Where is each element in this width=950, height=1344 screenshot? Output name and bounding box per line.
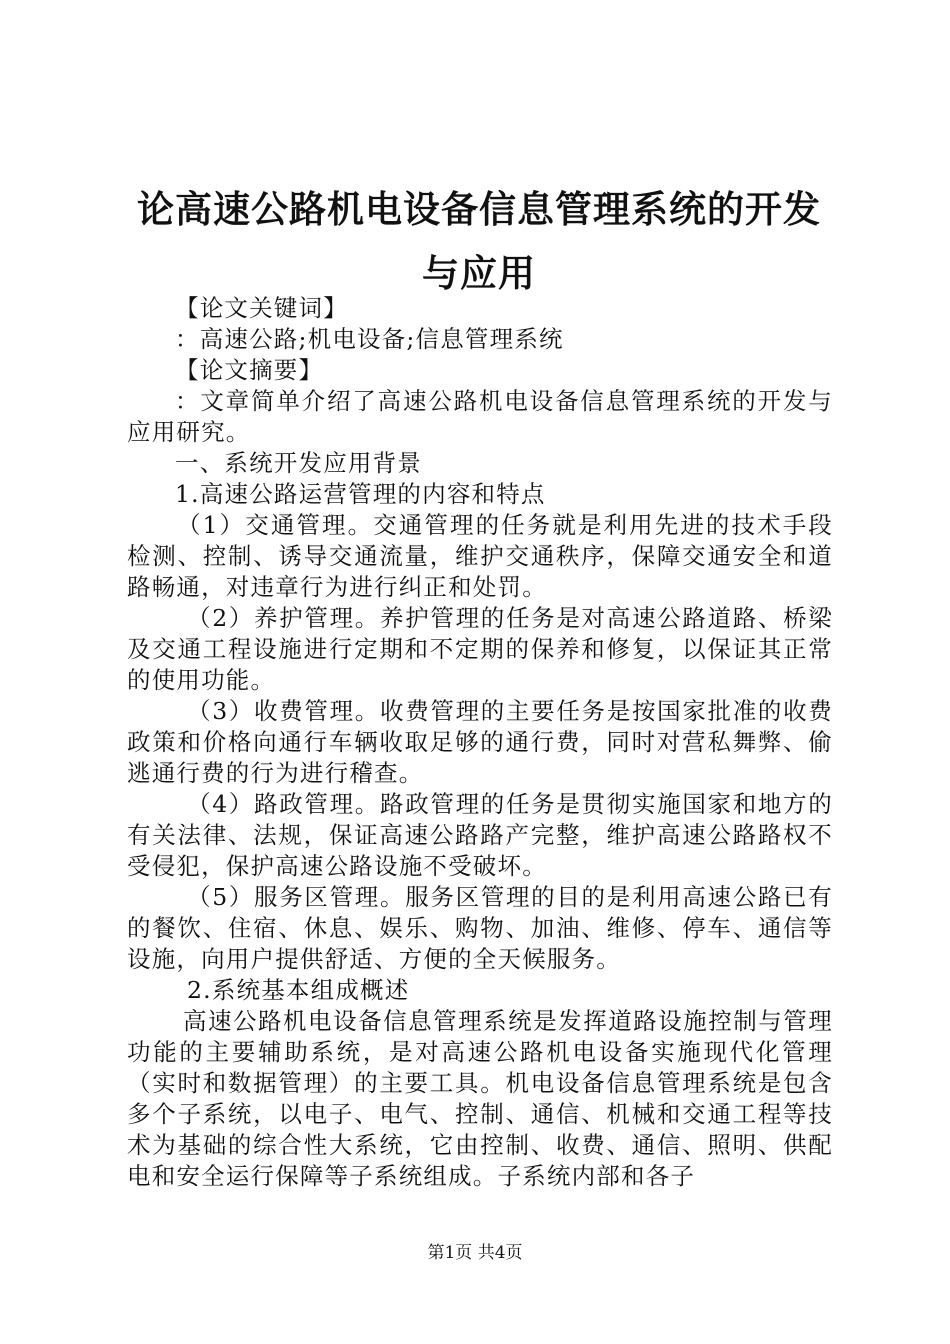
body-paragraph: 高速公路机电设备信息管理系统是发挥道路设施控制与管理功能的主要辅助系统，是对高速公路机电设备实施现代化管理（实时和数据管理）的主要工具。机电设备信息管理系统是包含多个子系统，以电子、电气、控制、通信、机械和交通工程等技术为基础的综合性大系统，它由控制、收费、通信、照明、供配电和安全运行保障等子系统组成。子系统内部和各子 bbox=[127, 1007, 833, 1190]
keywords-heading: 【论文关键词】 bbox=[175, 294, 348, 322]
page-footer: 第1页 共4页 bbox=[427, 1243, 523, 1263]
document-body bbox=[127, 293, 833, 1192]
abstract-text: ：文章简单介绍了高速公路机电设备信息管理系统的开发与应用研究。 bbox=[127, 387, 833, 446]
list-item: （2）养护管理。养护管理的任务是对高速公路道路、桥梁及交通工程设施进行定期和不定期的保养和修复，以保证其正常的使用功能。 bbox=[127, 604, 833, 694]
list-item: （3）收费管理。收费管理的主要任务是按国家批准的收费政策和价格向通行车辆收取足够的通行费，同时对营私舞弊、偷逃通行费的行为进行稽查。 bbox=[127, 697, 833, 787]
section-heading-1: 一、系统开发应用背景 bbox=[175, 449, 422, 477]
abstract-heading: 【论文摘要】 bbox=[175, 356, 324, 384]
document-title: 论高速公路机电设备信息管理系统的开发与应用 bbox=[137, 188, 821, 295]
list-item: （1）交通管理。交通管理的任务就是利用先进的技术手段检测、控制、诱导交通流量，维护交通秩序，保障交通安全和道路畅通，对违章行为进行纠正和处罚。 bbox=[127, 511, 833, 601]
list-item: （4）路政管理。路政管理的任务是贯彻实施国家和地方的有关法律、法规，保证高速公路路产完整，维护高速公路路权不受侵犯，保护高速公路设施不受破坏。 bbox=[127, 790, 833, 880]
subsection-heading-1: 1.高速公路运营管理的内容和特点 bbox=[175, 480, 546, 508]
subsection-heading-2: 2.系统基本组成概述 bbox=[187, 976, 410, 1004]
keywords-text: ：高速公路;机电设备;信息管理系统 bbox=[175, 325, 564, 353]
list-item: （5）服务区管理。服务区管理的目的是利用高速公路已有的餐饮、住宿、休息、娱乐、购物、加油、维修、停车、通信等设施，向用户提供舒适、方便的全天候服务。 bbox=[127, 883, 833, 973]
